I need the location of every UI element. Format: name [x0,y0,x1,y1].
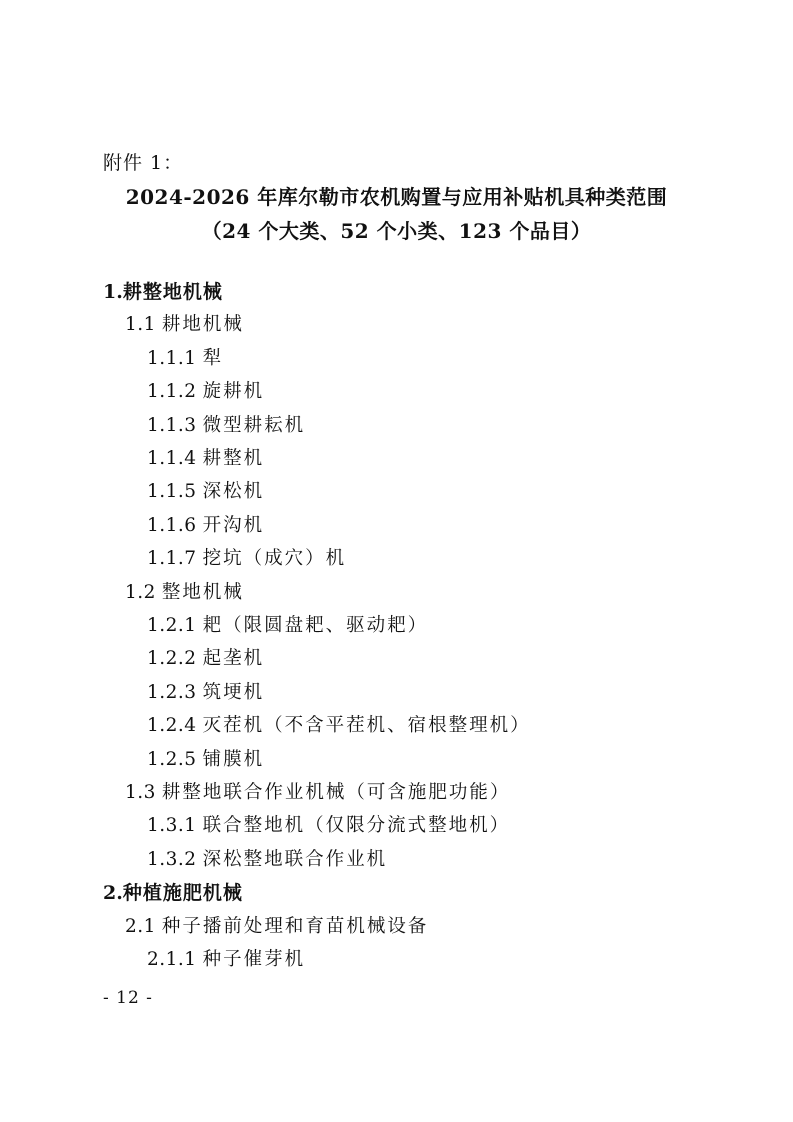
item-label: 旋耕机 [202,381,265,402]
item-label: 耕整机 [202,448,265,469]
item-number: 1.2.5 [147,749,197,770]
list-category [103,881,243,905]
item-number: 1.1.4 [147,448,197,469]
item-label: 耙（限圆盘耙、驱动耙） [202,615,429,636]
list-item [147,414,305,438]
item-label: 深松机 [202,481,265,502]
list-item [147,814,510,838]
list-item [147,480,264,504]
item-number: 2.1 [125,916,156,937]
list-subcategory [125,781,510,805]
item-number: 1.2.2 [147,648,197,669]
item-number: 1.1.6 [147,515,197,536]
item-number: 2.1.1 [147,949,197,970]
list-category [103,280,223,304]
list-item [147,514,264,538]
item-label: 种子播前处理和育苗机械设备 [161,916,429,937]
item-label: 深松整地联合作业机 [202,849,388,870]
list-item [147,681,264,705]
item-label: 耕地机械 [161,314,244,335]
item-number: 1.1.2 [147,381,197,402]
item-label: 开沟机 [202,515,265,536]
item-number: 1.1.1 [147,348,197,369]
item-number: 1.2.1 [147,615,197,636]
item-label: 种子催芽机 [202,949,306,970]
item-number: 1.1.5 [147,481,197,502]
item-label: 耕整地联合作业机械（可含施肥功能） [161,782,511,803]
document-subtitle: （24 个大类、52 个小类、123 个品目） [201,219,592,243]
item-label: 起垄机 [202,648,265,669]
list-item [147,848,387,872]
item-label: 筑埂机 [202,682,265,703]
list-subcategory [125,581,244,605]
item-number: 2. [103,882,123,904]
document-title: 2024-2026 年库尔勒市农机购置与应用补贴机具种类范围 [125,185,668,209]
list-item [147,614,428,638]
item-number: 1.3.2 [147,849,197,870]
item-number: 1. [103,281,123,303]
item-number: 1.2 [125,582,156,603]
list-item [147,748,264,772]
list-subcategory [125,313,244,337]
item-label: 耕整地机械 [122,281,223,303]
attachment-label: 附件 1： [103,152,184,174]
page-number: - 12 - [103,988,153,1008]
item-number: 1.2.3 [147,682,197,703]
list-item [147,647,264,671]
item-label: 联合整地机（仅限分流式整地机） [202,815,511,836]
item-number: 1.1 [125,314,156,335]
item-number: 1.1.7 [147,548,197,569]
item-number: 1.3.1 [147,815,197,836]
list-item [147,948,305,972]
item-label: 挖坑（成穴）机 [202,548,347,569]
item-label: 种植施肥机械 [122,882,243,904]
item-label: 犁 [202,348,224,369]
item-number: 1.2.4 [147,715,197,736]
item-number: 1.3 [125,782,156,803]
list-item [147,380,264,404]
item-number: 1.1.3 [147,415,197,436]
item-label: 灭茬机（不含平茬机、宿根整理机） [202,715,531,736]
list-subcategory [125,915,428,939]
item-label: 整地机械 [161,582,244,603]
list-item [147,547,346,571]
item-label: 铺膜机 [202,749,265,770]
list-item [147,447,264,471]
list-item [147,714,531,738]
item-label: 微型耕耘机 [202,415,306,436]
list-item [147,347,223,371]
